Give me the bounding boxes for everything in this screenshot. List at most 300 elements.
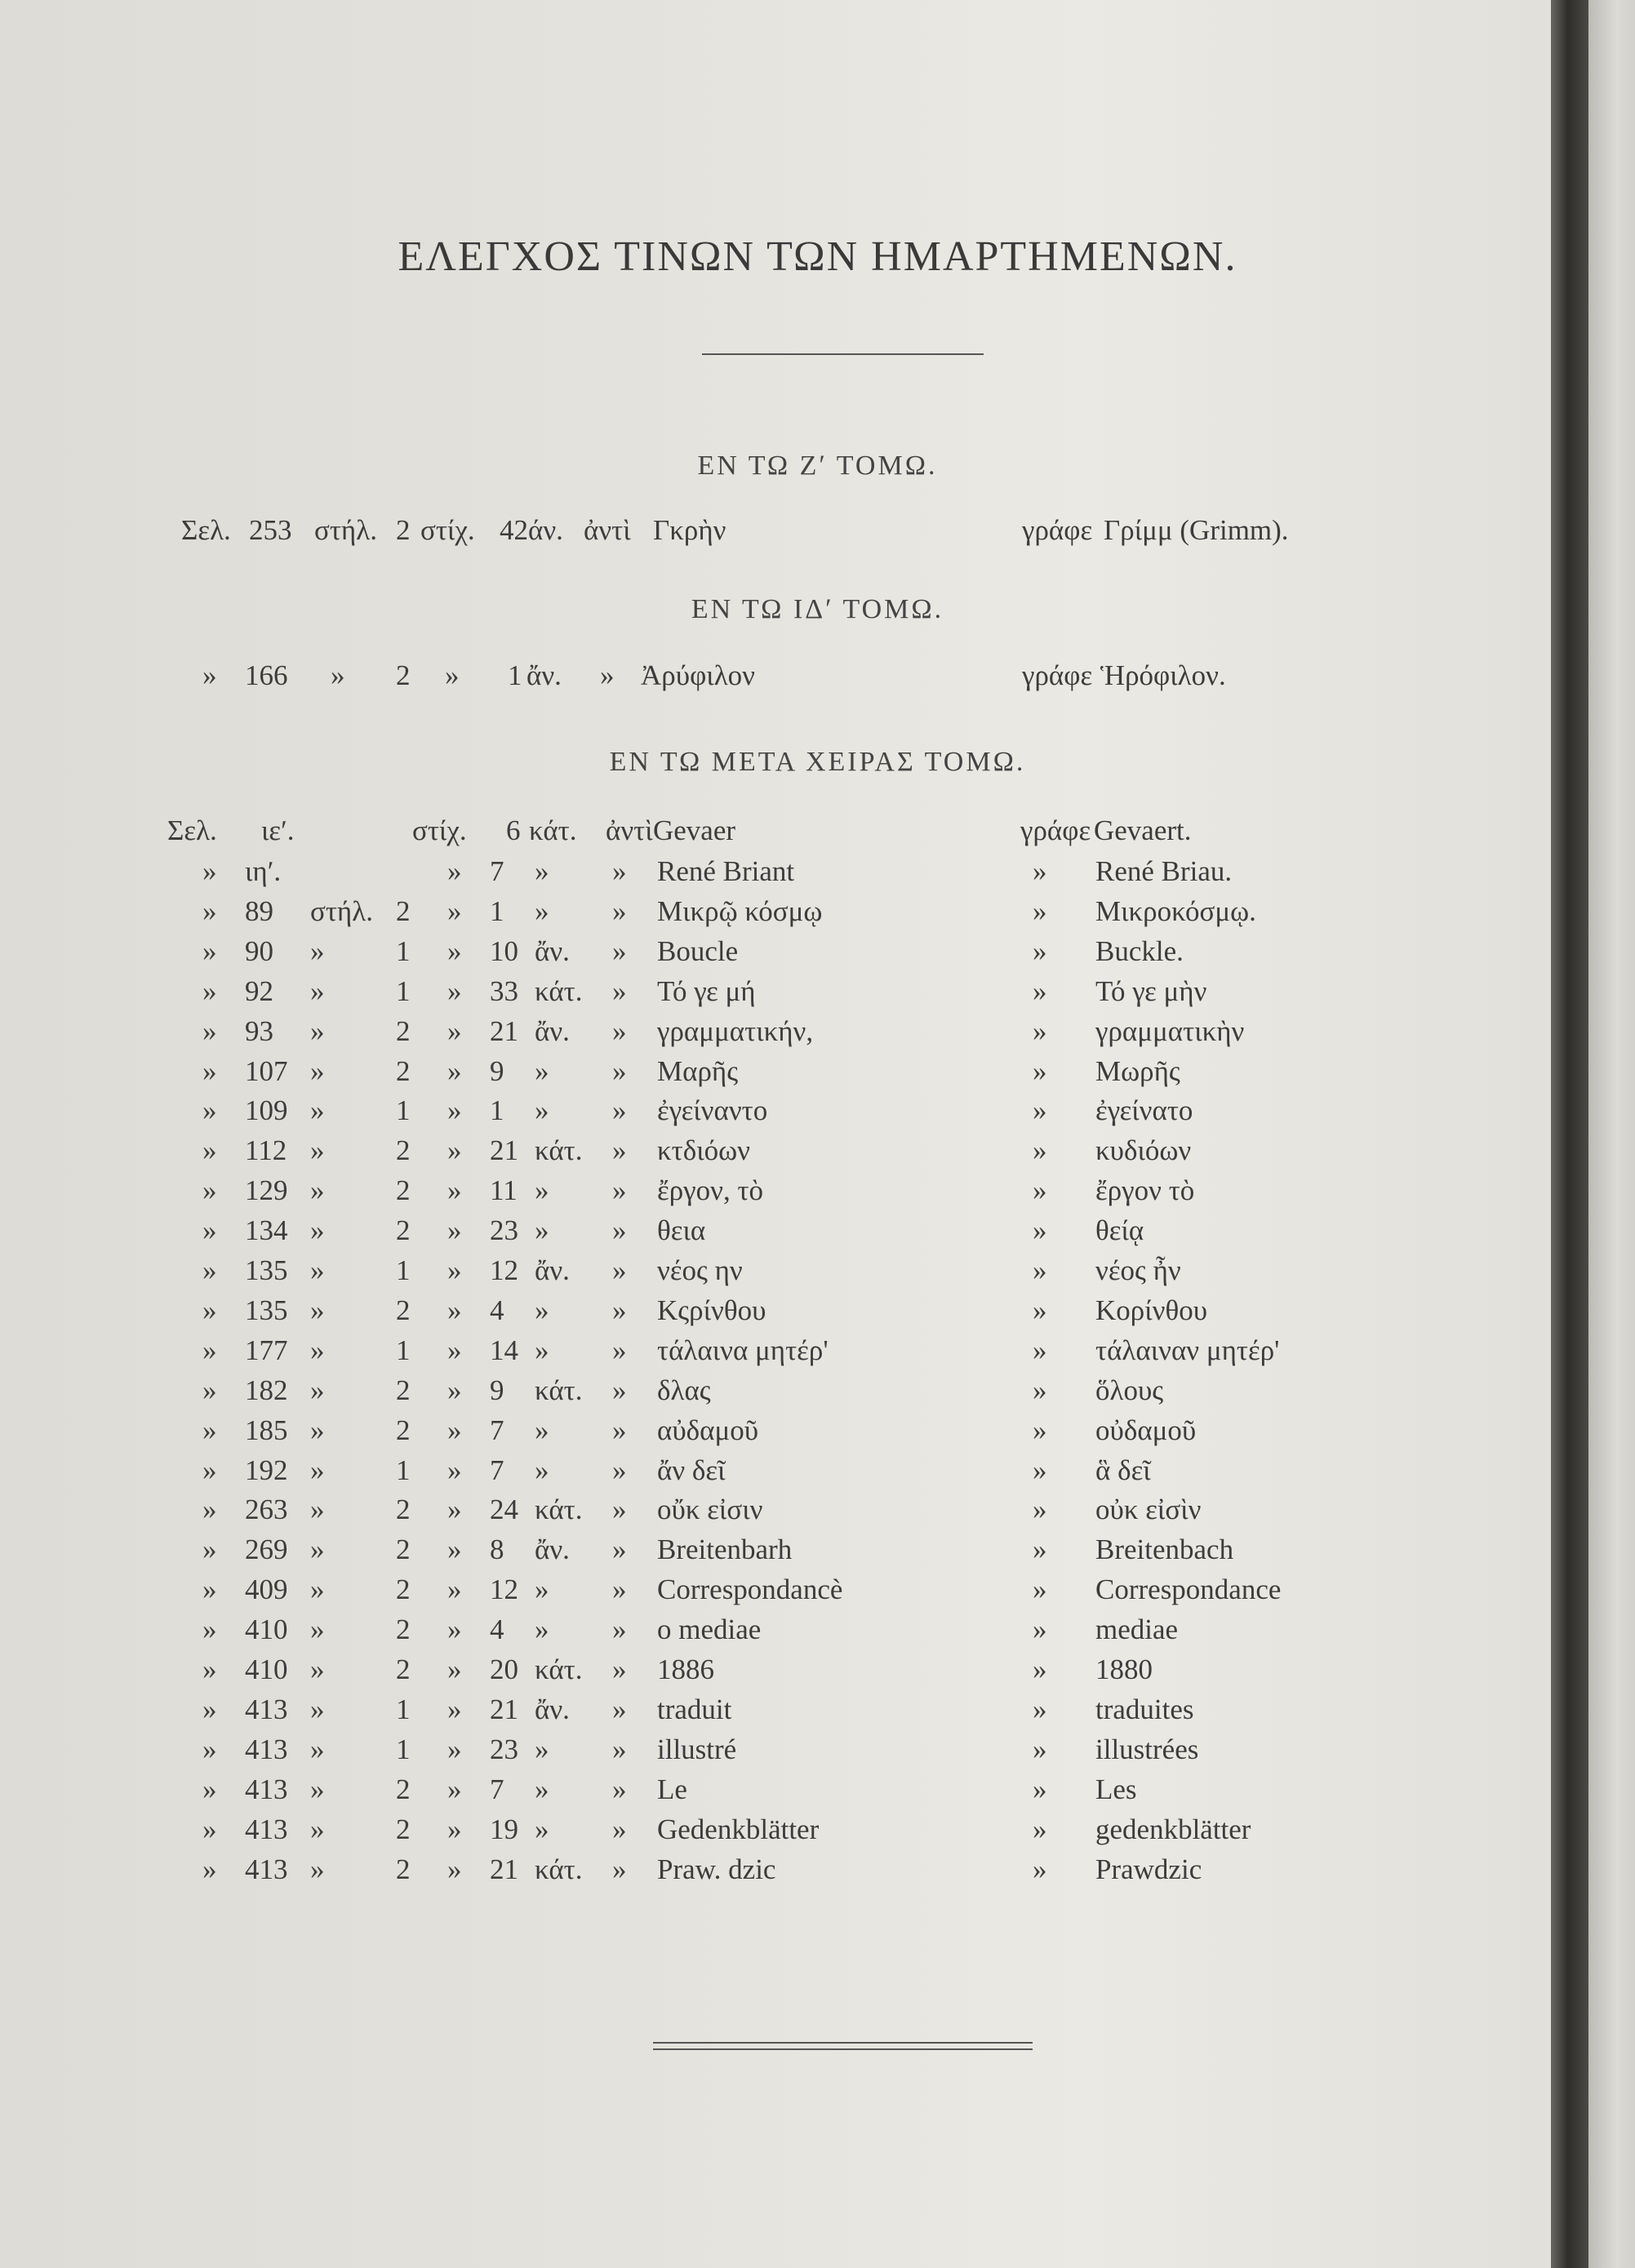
column-number: 2	[396, 1054, 411, 1087]
ditto-mark: »	[1033, 1254, 1047, 1286]
column-number: 2	[396, 1813, 411, 1845]
line-direction: κάτ.	[535, 1494, 583, 1526]
ditto-mark: »	[612, 855, 627, 887]
line-number: 7	[490, 1454, 504, 1486]
line-number: 24	[490, 1494, 518, 1526]
column-label: »	[310, 1454, 325, 1486]
corrected-text: 1880	[1095, 1653, 1153, 1685]
ditto-mark: »	[612, 1214, 627, 1247]
column-number: 2	[396, 1214, 411, 1247]
column-label: »	[310, 1134, 325, 1167]
ditto-mark: »	[612, 1454, 627, 1486]
line-number: 9	[490, 1374, 504, 1406]
ditto-mark: »	[612, 1853, 627, 1885]
erroneous-text: Le	[657, 1773, 687, 1805]
page-number: 107	[245, 1054, 288, 1087]
page-number: 413	[245, 1773, 288, 1805]
ditto-mark: »	[612, 1653, 627, 1685]
erroneous-text: Correspondancè	[657, 1573, 843, 1606]
line-number: 19	[490, 1813, 518, 1845]
ditto-mark: »	[612, 1494, 627, 1526]
erroneous-text: Μικρῷ κόσμῳ	[657, 894, 823, 927]
column-label: »	[310, 1813, 325, 1845]
column-label: »	[310, 1733, 325, 1765]
ditto-mark: »	[447, 1374, 462, 1406]
corrected-text: ὅλους	[1095, 1374, 1164, 1406]
ditto-mark: »	[1033, 1733, 1047, 1765]
column-label: στήλ.	[310, 894, 373, 927]
line-number: 23	[490, 1214, 518, 1247]
page-number: 109	[245, 1094, 288, 1127]
line-direction: »	[535, 855, 549, 887]
errata-row	[0, 1573, 1551, 1613]
write-label: γράφε	[1020, 814, 1091, 846]
ditto-mark: »	[612, 1134, 627, 1167]
corrected-text: Τό γε μὴν	[1095, 974, 1207, 1007]
ditto-mark: »	[447, 1454, 462, 1486]
corrected-text: traduites	[1095, 1693, 1194, 1725]
ditto-mark: »	[202, 1254, 217, 1286]
page-number: 413	[245, 1693, 288, 1725]
ditto-mark: »	[612, 1533, 627, 1566]
column-label: »	[310, 1693, 325, 1725]
errata-header-row	[0, 814, 1551, 854]
errata-row	[0, 855, 1551, 894]
page-number: 93	[245, 1014, 273, 1047]
erroneous-text: Κςρίνθου	[657, 1294, 766, 1326]
ditto-mark: »	[447, 1014, 462, 1047]
ditto-mark: »	[202, 1653, 217, 1685]
column-label: »	[310, 1494, 325, 1526]
column-number: 2	[396, 1374, 411, 1406]
ditto-mark: »	[202, 1454, 217, 1486]
ditto-mark: »	[447, 1533, 462, 1566]
ditto-mark: »	[447, 1613, 462, 1646]
errata-row	[0, 1294, 1551, 1334]
ditto-mark: »	[202, 1334, 217, 1366]
line-number: 21	[490, 1853, 518, 1885]
ditto-mark: »	[202, 1094, 217, 1127]
ditto-mark: »	[447, 1174, 462, 1207]
line-label: στίχ.	[412, 814, 467, 846]
ditto-mark: »	[447, 1094, 462, 1127]
ditto-mark: »	[612, 1414, 627, 1446]
ditto-mark: »	[447, 1733, 462, 1765]
errata-row	[0, 1813, 1551, 1853]
ditto-mark: »	[202, 1773, 217, 1805]
column-number: 1	[396, 934, 411, 967]
line-number: 21	[490, 1014, 518, 1047]
corrected-text: illustrées	[1095, 1733, 1199, 1765]
ditto-mark: »	[447, 894, 462, 927]
page-number: 129	[245, 1174, 288, 1207]
line-direction: ἄν.	[535, 1014, 570, 1047]
ditto-mark: »	[1033, 1334, 1047, 1366]
ditto-mark: »	[1033, 1693, 1047, 1725]
line-number: 4	[490, 1613, 504, 1646]
corrected-text: Buckle.	[1095, 934, 1184, 967]
line-direction: »	[535, 1573, 549, 1606]
corrected-text: οὐδαμοῦ	[1095, 1414, 1197, 1446]
page-number: 410	[245, 1653, 288, 1685]
errata-row	[0, 1055, 1551, 1094]
ditto-mark: »	[447, 1653, 462, 1685]
erroneous-text: γραμματικήν,	[657, 1014, 814, 1047]
ditto-mark: »	[1033, 1533, 1047, 1566]
corrected-text: René Briau.	[1095, 855, 1233, 887]
ditto-mark: »	[202, 855, 217, 887]
ditto-mark: »	[202, 1853, 217, 1885]
corrected-text: ἃ δεῖ	[1095, 1454, 1151, 1486]
column-number: 2	[396, 894, 411, 927]
line-direction: κάτ.	[535, 1653, 583, 1685]
line-direction: »	[535, 1294, 549, 1326]
ditto-mark: »	[1033, 1853, 1047, 1885]
errata-row-z	[0, 514, 1551, 553]
line-direction: κάτ.	[535, 1134, 583, 1167]
erroneous-text: δλας	[657, 1374, 711, 1406]
ditto-mark: »	[1033, 1414, 1047, 1446]
column-number: 2	[396, 514, 411, 546]
line-direction: ἄν.	[535, 1693, 570, 1725]
ditto-mark: »	[1033, 1773, 1047, 1805]
page-number: 413	[245, 1813, 288, 1845]
ditto-mark: »	[1033, 934, 1047, 967]
page-number: 166	[245, 659, 288, 691]
ditto-mark: »	[202, 1573, 217, 1606]
line-direction: ἄν.	[535, 1533, 570, 1566]
line-number: 6	[506, 814, 521, 846]
ditto-mark: »	[202, 1693, 217, 1725]
ditto-mark: »	[447, 1853, 462, 1885]
line-number: 8	[490, 1533, 504, 1566]
ditto-mark: »	[1033, 894, 1047, 927]
column-number: 2	[396, 1294, 411, 1326]
line-number: 21	[490, 1693, 518, 1725]
erroneous-text: ἐγείναντο	[657, 1094, 768, 1127]
column-label: »	[310, 1613, 325, 1646]
erroneous-text: οὔκ εἰσιν	[657, 1494, 763, 1526]
ditto-mark: »	[202, 1294, 217, 1326]
facing-page-edge	[1588, 0, 1635, 2268]
column-number: 2	[396, 1573, 411, 1606]
ditto-mark: »	[612, 1174, 627, 1207]
ditto-mark: »	[612, 1733, 627, 1765]
line-direction: »	[535, 1334, 549, 1366]
ditto-mark: »	[202, 1494, 217, 1526]
corrected-text: ἔργον τὸ	[1095, 1174, 1195, 1207]
column-label: »	[310, 1334, 325, 1366]
column-number: 2	[396, 1653, 411, 1685]
sel-label: Σελ.	[181, 514, 231, 546]
errata-row	[0, 1374, 1551, 1414]
column-number: 2	[396, 1174, 411, 1207]
ditto-mark: »	[1033, 1613, 1047, 1646]
erroneous-text: Ἀρύφιλον	[641, 659, 755, 691]
line-direction: ἄν.	[535, 1254, 570, 1286]
ditto-mark: »	[447, 974, 462, 1007]
line-direction: »	[535, 894, 549, 927]
page-number: 185	[245, 1414, 288, 1446]
column-number: 1	[396, 1454, 411, 1486]
ditto-mark: »	[1033, 1573, 1047, 1606]
errata-row	[0, 1454, 1551, 1494]
section-heading-z: ΕΝ ΤΩ Ζʹ ΤΟΜΩ.	[697, 450, 938, 481]
line-direction: »	[535, 1613, 549, 1646]
line-direction: »	[535, 1174, 549, 1207]
sel-label: Σελ.	[167, 814, 217, 846]
line-direction: »	[535, 1454, 549, 1486]
ditto-mark: »	[1033, 1374, 1047, 1406]
column-label: »	[310, 934, 325, 967]
page-number: 413	[245, 1853, 288, 1885]
ditto-mark: »	[1033, 1174, 1047, 1207]
column-label: »	[310, 974, 325, 1007]
errata-row	[0, 1134, 1551, 1174]
ditto-mark: »	[447, 855, 462, 887]
corrected-text: νέος ἦν	[1095, 1254, 1181, 1286]
ditto-mark: »	[612, 894, 627, 927]
ditto-mark: »	[447, 1254, 462, 1286]
end-rule-bottom	[653, 2048, 1033, 2050]
erroneous-text: τάλαινα μητέρ'	[657, 1334, 829, 1366]
page-number: 192	[245, 1454, 288, 1486]
column-label: »	[310, 1094, 325, 1127]
errata-row	[0, 1015, 1551, 1054]
line-direction: κάτ.	[535, 1374, 583, 1406]
corrected-text: gedenkblätter	[1095, 1813, 1251, 1845]
ditto-mark: »	[612, 1613, 627, 1646]
line-number: 7	[490, 1414, 504, 1446]
line-direction: ἄν.	[535, 934, 570, 967]
ditto-mark: »	[612, 1334, 627, 1366]
erroneous-text: ἔργον, τὸ	[657, 1174, 764, 1207]
erroneous-text: ἄν δεῖ	[657, 1454, 726, 1486]
column-label: »	[310, 1174, 325, 1207]
page-number: 90	[245, 934, 273, 967]
line-direction: »	[535, 1813, 549, 1845]
ditto-mark: »	[202, 1414, 217, 1446]
erroneous-text: Boucle	[657, 934, 739, 967]
ditto-mark: »	[445, 659, 460, 691]
write-label: γράφε	[1022, 659, 1093, 691]
column-number: 2	[396, 1014, 411, 1047]
ditto-mark: »	[447, 1773, 462, 1805]
erroneous-text: αὐδαμοῦ	[657, 1414, 759, 1446]
corrected-text: mediae	[1095, 1613, 1179, 1646]
column-number: 2	[396, 1613, 411, 1646]
corrected-text: Breitenbach	[1095, 1533, 1234, 1566]
page-number: 134	[245, 1214, 288, 1247]
line-number: 4	[490, 1294, 504, 1326]
line-number: 21	[490, 1134, 518, 1167]
column-label: »	[310, 1853, 325, 1885]
column-number: 1	[396, 1094, 411, 1127]
ditto-mark: »	[202, 1733, 217, 1765]
page-title: ΕΛΕΓΧΟΣ ΤΙΝΩΝ ΤΩΝ ΗΜΑΡΤΗΜΕΝΩΝ.	[398, 233, 1237, 280]
line-direction: »	[535, 1414, 549, 1446]
line-number: 12	[490, 1254, 518, 1286]
ditto-mark: »	[202, 1134, 217, 1167]
erroneous-text: traduit	[657, 1693, 732, 1725]
ditto-mark: »	[202, 894, 217, 927]
column-number: 2	[396, 1853, 411, 1885]
column-number: 2	[396, 1134, 411, 1167]
errata-row	[0, 1334, 1551, 1374]
column-label: »	[310, 1533, 325, 1566]
page-number: 413	[245, 1733, 288, 1765]
corrected-text: Μικροκόσμῳ.	[1095, 894, 1256, 927]
corrected-text: Correspondance	[1095, 1573, 1282, 1606]
ditto-mark: »	[1033, 1454, 1047, 1486]
title-divider	[702, 353, 984, 355]
ditto-mark: »	[202, 934, 217, 967]
ditto-mark: »	[600, 659, 615, 691]
line-number: 11	[490, 1174, 518, 1207]
ditto-mark: »	[612, 1054, 627, 1087]
column-number: 1	[396, 1733, 411, 1765]
ditto-mark: »	[447, 1334, 462, 1366]
section-heading-id: ΕΝ ΤΩ ΙΔʹ ΤΟΜΩ.	[691, 594, 944, 624]
instead-of-label: ἀντὶ	[606, 814, 653, 846]
page-number: ιηʹ.	[245, 855, 282, 887]
erroneous-text: René Briant	[657, 855, 795, 887]
line-number: 1	[490, 1094, 504, 1127]
line-number: 10	[490, 934, 518, 967]
line-number: 14	[490, 1334, 518, 1366]
column-number: 2	[396, 1494, 411, 1526]
corrected-text: Ἡρόφιλον.	[1100, 659, 1226, 691]
column-number: 2	[396, 1414, 411, 1446]
section-heading-current: ΕΝ ΤΩ ΜΕΤΑ ΧΕΙΡΑΣ ΤΟΜΩ.	[609, 747, 1026, 777]
line-number: 1	[490, 894, 504, 927]
ditto-mark: »	[612, 1693, 627, 1725]
ditto-mark: »	[202, 1533, 217, 1566]
ditto-mark: »	[447, 1414, 462, 1446]
column-label: »	[310, 1014, 325, 1047]
column-label: »	[310, 1414, 325, 1446]
corrected-text: Κορίνθου	[1095, 1294, 1208, 1326]
erroneous-text: Breitenbarh	[657, 1533, 793, 1566]
line-number: 20	[490, 1653, 518, 1685]
ditto-mark: »	[612, 1014, 627, 1047]
line-number: 7	[490, 1773, 504, 1805]
page-number: 253	[249, 514, 292, 546]
corrected-text: Μωρῆς	[1095, 1054, 1180, 1087]
ditto-mark: »	[202, 1613, 217, 1646]
page-number: 269	[245, 1533, 288, 1566]
erroneous-text: Gedenkblätter	[657, 1813, 820, 1845]
line-direction: »	[535, 1773, 549, 1805]
ditto-mark: »	[1033, 1813, 1047, 1845]
ditto-mark: »	[202, 659, 217, 691]
line-direction: »	[535, 1733, 549, 1765]
line-number: 23	[490, 1733, 518, 1765]
corrected-text: Prawdzic	[1095, 1853, 1202, 1885]
ditto-mark: »	[612, 1374, 627, 1406]
ditto-mark: »	[1033, 1014, 1047, 1047]
column-label: »	[310, 1214, 325, 1247]
line-direction: κάτ.	[535, 1853, 583, 1885]
errata-row	[0, 1853, 1551, 1893]
page-number: 135	[245, 1294, 288, 1326]
errata-row	[0, 1773, 1551, 1813]
ditto-mark: »	[447, 1693, 462, 1725]
page-number: 182	[245, 1374, 288, 1406]
end-rule-top	[653, 2042, 1033, 2044]
errata-row	[0, 1414, 1551, 1454]
errata-row	[0, 1533, 1551, 1573]
page-number: 177	[245, 1334, 288, 1366]
ditto-mark: »	[612, 1573, 627, 1606]
erroneous-text: κτδιόων	[657, 1134, 750, 1167]
column-label: »	[310, 1374, 325, 1406]
ditto-mark: »	[1033, 1653, 1047, 1685]
ditto-mark: »	[447, 1573, 462, 1606]
line-number: 1	[508, 659, 522, 691]
page-number: 92	[245, 974, 273, 1007]
ditto-mark: »	[202, 1014, 217, 1047]
ditto-mark: »	[447, 1294, 462, 1326]
column-number: 1	[396, 1693, 411, 1725]
erroneous-text: Praw. dzic	[657, 1853, 776, 1885]
ditto-mark: »	[202, 1214, 217, 1247]
column-number: 1	[396, 1334, 411, 1366]
column-number: 1	[396, 1254, 411, 1286]
column-number: 2	[396, 659, 411, 691]
line-label: στίχ.	[420, 514, 475, 546]
column-label: »	[310, 1254, 325, 1286]
page-number: 89	[245, 894, 273, 927]
ditto-mark: »	[1033, 1134, 1047, 1167]
errata-row	[0, 1094, 1551, 1134]
errata-row	[0, 1214, 1551, 1254]
line-number: 12	[490, 1573, 518, 1606]
erroneous-text: illustré	[657, 1733, 737, 1765]
column-number: 2	[396, 1533, 411, 1566]
line-number: 33	[490, 974, 518, 1007]
corrected-text: θείᾳ	[1095, 1214, 1144, 1247]
ditto-mark: »	[612, 974, 627, 1007]
errata-row	[0, 1653, 1551, 1693]
line-number: 42άν.	[500, 514, 563, 546]
ditto-mark: »	[612, 1813, 627, 1845]
ditto-mark: »	[447, 934, 462, 967]
corrected-text: οὐκ εἰσὶν	[1095, 1494, 1202, 1526]
column-label: »	[310, 1573, 325, 1606]
column-label: »	[310, 1653, 325, 1685]
ditto-mark: »	[447, 1813, 462, 1845]
line-direction: »	[535, 1054, 549, 1087]
errata-row	[0, 1733, 1551, 1773]
corrected-text: Γρίμμ (Grimm).	[1104, 514, 1289, 546]
erroneous-text: 1886	[657, 1653, 714, 1685]
ditto-mark: »	[612, 1773, 627, 1805]
erroneous-text: o mediae	[657, 1613, 762, 1646]
ditto-mark: »	[1033, 1214, 1047, 1247]
line-direction: »	[535, 1214, 549, 1247]
column-label: »	[310, 1054, 325, 1087]
page-number: 263	[245, 1494, 288, 1526]
ditto-mark: »	[202, 1374, 217, 1406]
page-number: ιεʹ.	[261, 814, 295, 846]
erroneous-text: θεια	[657, 1214, 706, 1247]
column-number: 1	[396, 974, 411, 1007]
errata-row	[0, 1174, 1551, 1214]
book-spine	[1551, 0, 1588, 2268]
line-number: 9	[490, 1054, 504, 1087]
erroneous-text: Gevaer	[653, 814, 736, 846]
